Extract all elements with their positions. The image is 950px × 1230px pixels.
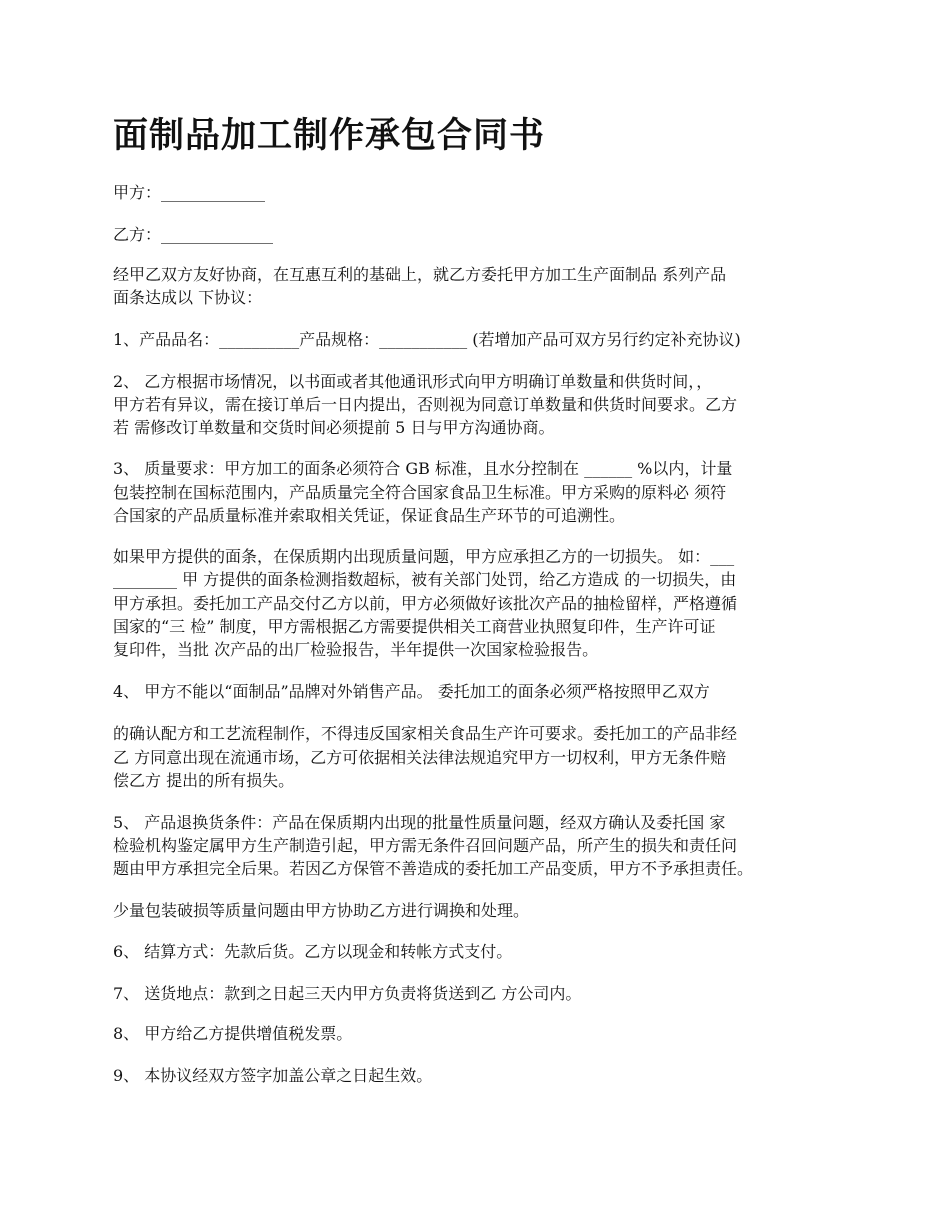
clause-4-cont-line: 偿乙方 提出的所有损失。 xyxy=(113,771,295,790)
clause-3-cont-line: ________ 甲 方提供的面条检测指数超标，被有关部门处罚，给乙方造成 的一切损失，由 xyxy=(113,570,737,589)
document-title: 面制品加工制作承包合同书 xyxy=(113,116,546,156)
clause-2-line: 2、 乙方根据市场情况，以书面或者其他通讯形式向甲方明确订单数量和供货时间，， xyxy=(113,372,713,391)
clause-3-line: 合国家的产品质量标准并索取相关凭证，保证食品生产环节的可追溯性。 xyxy=(113,506,626,525)
clause-4-line: 4、 甲方不能以“面制品”品牌对外销售产品。 委托加工的面条必须严格按照甲乙双方 xyxy=(113,682,710,701)
clause-3-cont-line: 复印件，当批 次产品的出厂检验报告，半年提供一次国家检验报告。 xyxy=(113,640,599,659)
clause-2-line: 若 需修改订单数量和交货时间必须提前 5 日与甲方沟通协商。 xyxy=(113,418,555,437)
clause-3-cont-line: 如果甲方提供的面条，在保质期内出现质量问题，甲方应承担乙方的一切损失。 如：___ xyxy=(113,547,735,566)
clause-3-line: 3、 质量要求：甲方加工的面条必须符合 GB 标准，且水分控制在 ______ %以内，计量 xyxy=(113,459,733,478)
clause-4-cont-line: 的确认配方和工艺流程制作，不得违反国家相关食品生产许可要求。委托加工的产品非经 xyxy=(113,724,738,743)
clause-7-line: 7、 送货地点：款到之日起三天内甲方负责将货送到乙 方公司内。 xyxy=(113,984,582,1003)
clause-9-line: 9、 本协议经双方签字加盖公章之日起生效。 xyxy=(113,1066,433,1085)
clause-5-cont-line: 少量包装破损等质量问题由甲方协助乙方进行调换和处理。 xyxy=(113,901,530,920)
intro-line: 面条达成以 下协议： xyxy=(113,288,263,307)
party-b-line: 乙方：______________ xyxy=(113,225,274,244)
clause-8-line: 8、 甲方给乙方提供增值税发票。 xyxy=(113,1024,353,1043)
clause-3-cont-line: 甲方承担。委托加工产品交付乙方以前，甲方必须做好该批次产品的抽检留样，严格遵循 xyxy=(113,594,738,613)
clause-6-line: 6、 结算方式：先款后货。乙方以现金和转帐方式支付。 xyxy=(113,942,513,961)
clause-3-line: 包装控制在国标范围内，产品质量完全符合国家食品卫生标准。甲方采购的原料必 须符 xyxy=(113,483,727,502)
clause-2-line: 甲方若有异议，需在接订单后一日内提出，否则视为同意订单数量和供货时间要求。乙方 xyxy=(113,395,738,414)
clause-5-line: 检验机构鉴定属甲方生产制造引起，甲方需无条件召回问题产品，所产生的损失和责任问 xyxy=(113,836,738,855)
party-a-line: 甲方：_____________ xyxy=(113,183,266,202)
clause-3-cont-line: 国家的“三 检” 制度，甲方需根据乙方需要提供相关工商营业执照复印件，生产许可证 xyxy=(113,617,716,636)
clause-5-line: 题由甲方承担完全后果。若因乙方保管不善造成的委托加工产品变质，甲方不予承担责任。 xyxy=(113,859,754,878)
clause-1-line: 1、产品品名：__________产品规格：___________ (若增加产品可双方另行约定补充协议) xyxy=(113,330,741,349)
clause-5-line: 5、 产品退换货条件：产品在保质期内出现的批量性质量问题，经双方确认及委托国 家 xyxy=(113,813,726,832)
clause-4-cont-line: 乙 方同意出现在流通市场，乙方可依据相关法律法规追究甲方一切权利，甲方无条件赔 xyxy=(113,748,727,767)
intro-line: 经甲乙双方友好协商，在互惠互利的基础上，就乙方委托甲方加工生产面制品 系列产品 xyxy=(113,265,727,284)
